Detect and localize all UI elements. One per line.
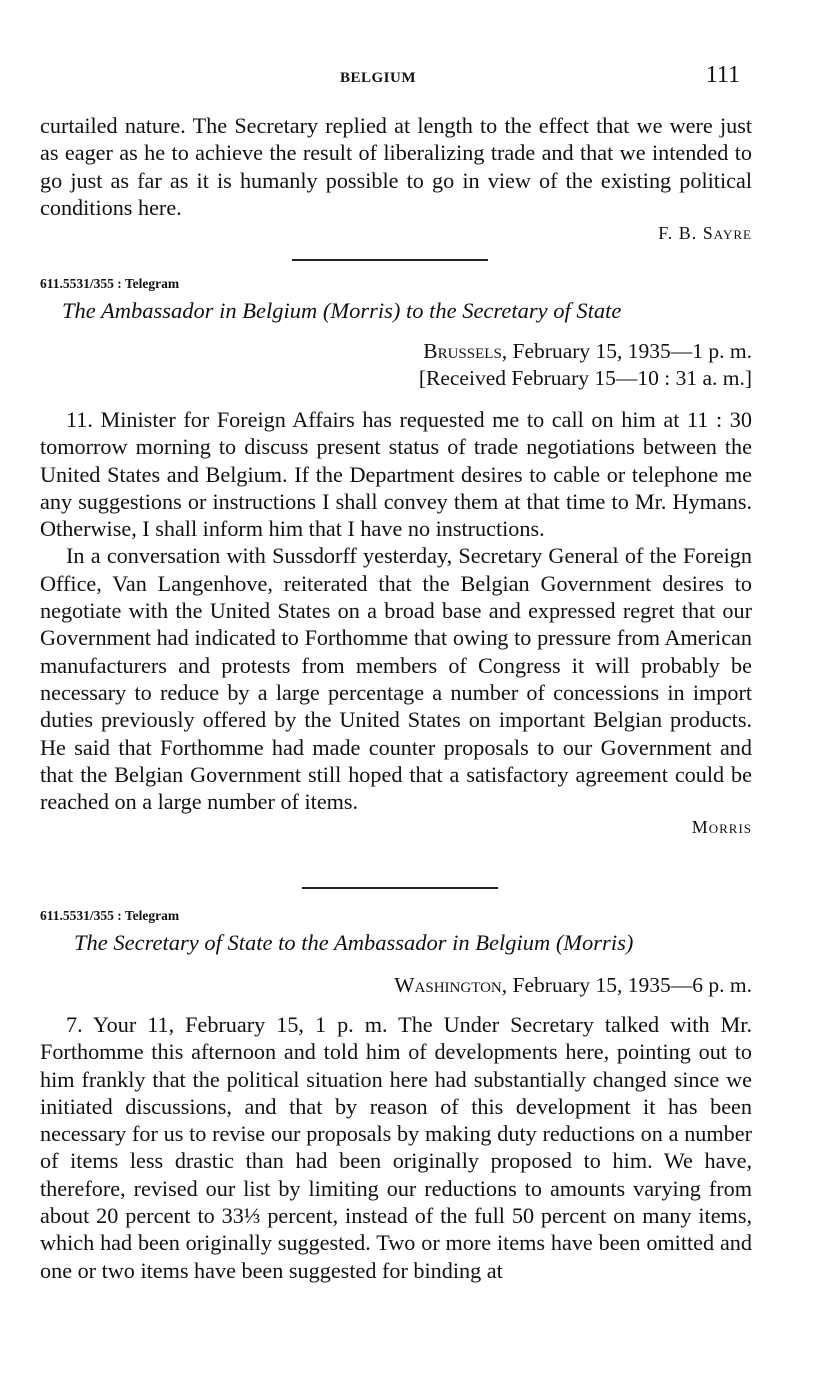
dateline	[40, 972, 752, 999]
section-divider	[292, 259, 488, 261]
section1	[40, 112, 752, 244]
dateline	[40, 338, 752, 365]
page-number: 111	[705, 62, 740, 88]
received-line: [Received February 15—10 : 31 a. m.]	[418, 366, 752, 390]
signature-morris: Morris	[691, 817, 752, 838]
file-reference: 611.5531/355 : Telegram	[40, 908, 180, 923]
document-1	[40, 276, 752, 838]
file-reference: 611.5531/355 : Telegram	[40, 276, 180, 291]
dateline-place: Brussels	[423, 339, 502, 363]
section-divider	[302, 887, 498, 889]
dateline-place: Washington	[394, 973, 502, 997]
closing-paragraph: curtailed nature. The Secretary replied at length to the effect that we were just as eager as he to achieve the result of liberalizing trade and that we intended to go just as far as it is humanly possible to go in view of the existing political conditions here.	[40, 113, 752, 220]
paragraph: 11. Minister for Foreign Affairs has requested me to call on him at 11 : 30 tomorrow morning to discuss present status of trade negotiations between the United States and Belgium. If the Department desires to cable or telephone me any suggestions or instructions I shall convey them at that time to Mr. Hymans. Otherwise, I shall inform him that I have no instructions.	[40, 407, 752, 542]
paragraph: In a conversation with Sussdorff yesterday, Secretary General of the Foreign Office, Van Langenhove, reiterated that the Belgian Government desires to negotiate with the United States on a broad base and expressed regret that our Government had indicated to Forthomme that owing to pressure from American manufacturers and protests from members of Congress it will probably be necessary to reduce by a large percentage a number of concessions in import duties previously offered by the United States on important Belgian products. He said that Forthomme had made counter proposals to our Government and that the Belgian Government still hoped that a satisfactory agreement could be reached on a large number of items.	[40, 543, 752, 815]
dateline-date: , February 15, 1935—1 p. m.	[501, 339, 752, 363]
running-head: BELGIUM	[340, 70, 417, 86]
page-header	[40, 62, 740, 92]
paragraph: 7. Your 11, February 15, 1 p. m. The Under Secretary talked with Mr. Forthomme this afternoon and told him of developments here, pointing out to him frankly that the political situation here had substantially changed since we initiated discussions, and that by reason of this development it has been necessary for us to revise our proposals by making duty reductions on a number of items less drastic than had been originally proposed to him. We have, therefore, revised our list by limiting our reductions to amounts varying from about 20 percent to 33⅓ percent, instead of the full 50 percent on many items, which had been originally suggested. Two or more items have been omitted and one or two items have been suggested for binding at	[40, 1012, 752, 1283]
dateline-date: , February 15, 1935—6 p. m.	[501, 973, 752, 997]
signature-sayre: F. B. Sayre	[658, 223, 752, 244]
document-title: The Ambassador in Belgium (Morris) to the Secretary of State	[62, 298, 622, 323]
document-title: The Secretary of State to the Ambassador in Belgium (Morris)	[74, 930, 634, 955]
document-2	[40, 908, 752, 1284]
